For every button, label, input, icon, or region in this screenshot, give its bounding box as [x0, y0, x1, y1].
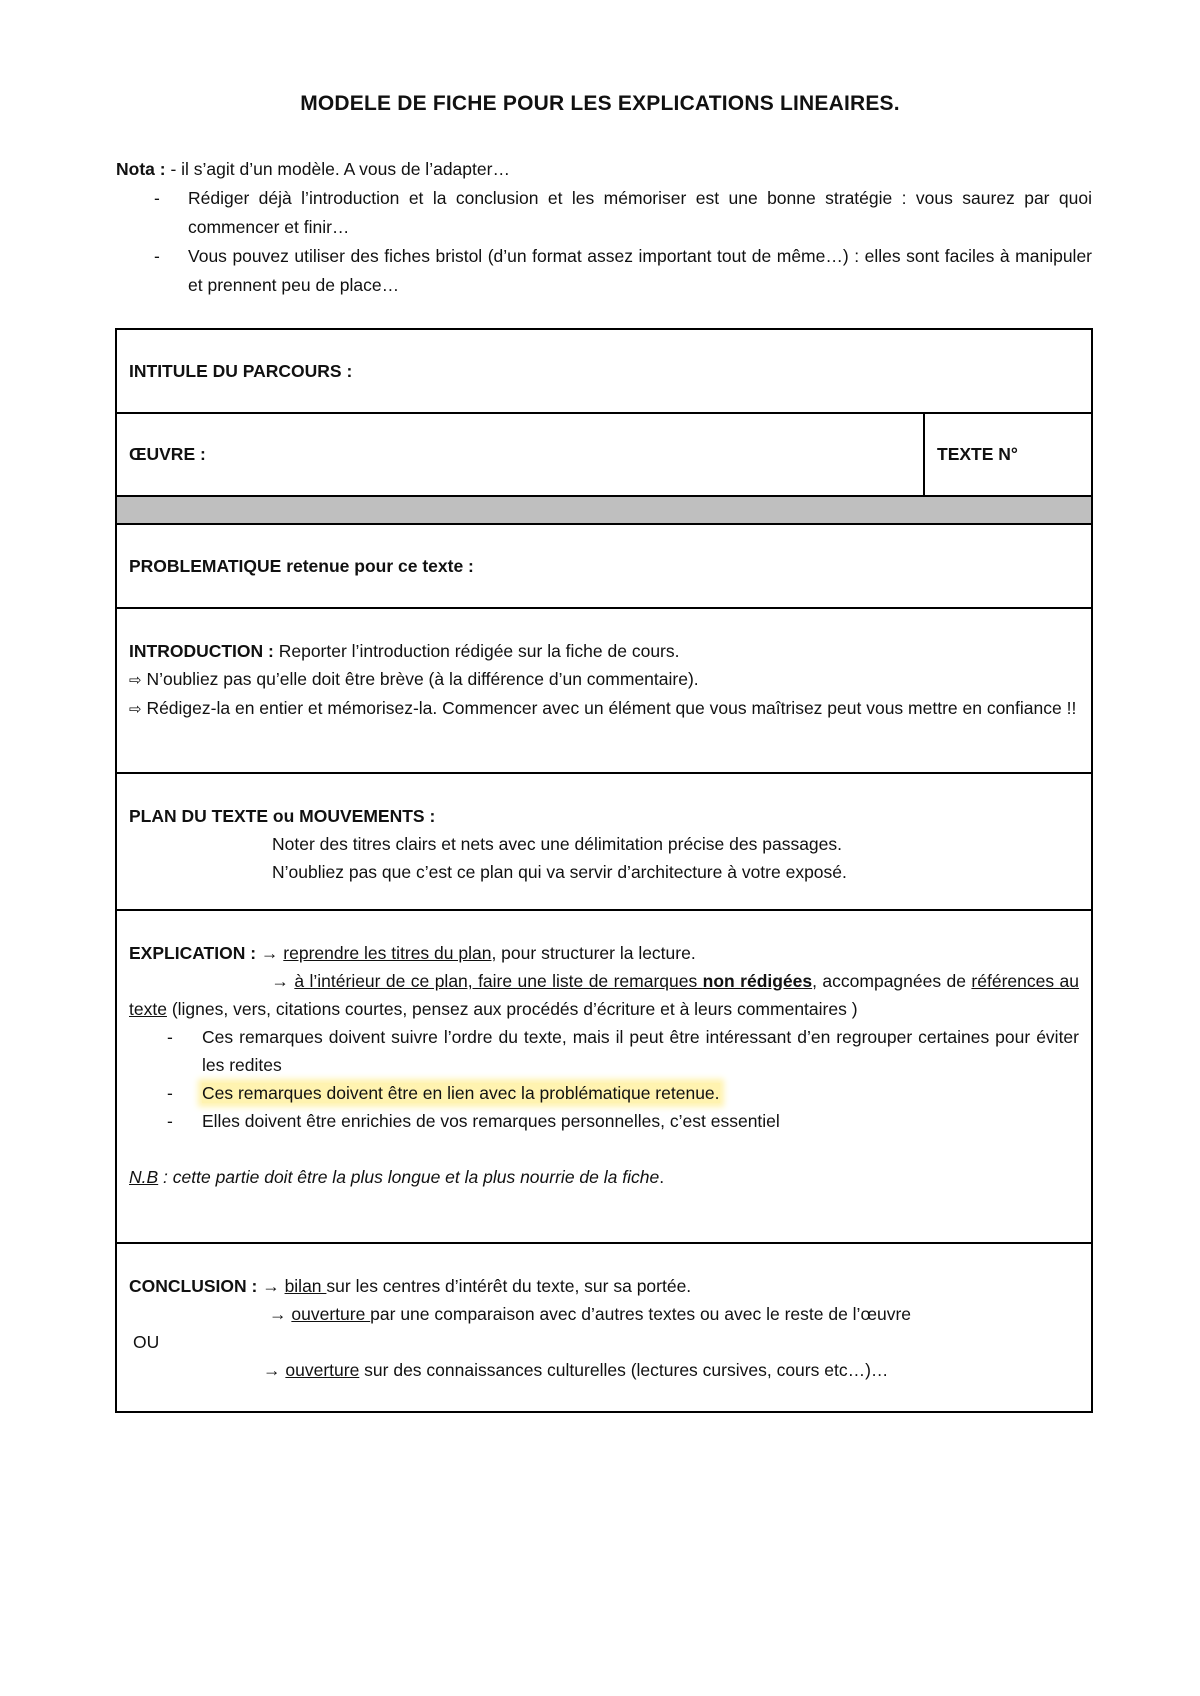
concl-label: CONCLUSION :	[129, 1276, 258, 1296]
plan-label-c: MOUVEMENTS :	[294, 806, 436, 826]
intro-label: INTRODUCTION :	[129, 641, 274, 661]
dash-bullet: -	[154, 246, 160, 266]
row-oeuvre	[117, 414, 1091, 497]
arrow-right-icon: →	[266, 971, 295, 991]
gray-separator	[117, 497, 1091, 525]
expl-text-3: (lignes, vers, citations courtes, pensez aux procédés d’écriture et à leurs commentaires )	[166, 999, 858, 1019]
expl-label: EXPLICATION :	[129, 943, 257, 963]
fiche-table	[115, 328, 1093, 1413]
nota-label: Nota :	[116, 159, 166, 179]
nota-first-line	[116, 155, 1092, 184]
dash-bullet: -	[167, 1027, 173, 1047]
expl-line-1	[129, 939, 1079, 967]
arrow-right-icon: →	[269, 1304, 292, 1324]
plan-line-2: N’oubliez pas que c’est ce plan qui va servir d’architecture à votre exposé.	[272, 862, 847, 882]
oeuvre-label: ŒUVRE :	[117, 414, 925, 495]
row-explication	[117, 911, 1091, 1244]
problematique-label	[117, 556, 486, 577]
arrow-right-icon: →	[263, 1360, 286, 1380]
nota-first-text: - il s’agit d’un modèle. A vous de l’adapter…	[165, 159, 510, 179]
expl-bullet-text: Ces remarques doivent être en lien avec la problématique retenue.	[202, 1083, 720, 1103]
expl-line-2	[129, 967, 1079, 1023]
expl-bullet	[129, 1023, 1079, 1079]
arrow-right-icon: →	[257, 1276, 285, 1296]
texte-number-label: TEXTE N°	[937, 444, 1018, 464]
plan-label-a: PLAN DU TEXTE	[129, 806, 273, 826]
nota-bullet	[116, 242, 1092, 300]
plan-line-1: Noter des titres clairs et nets avec une délimitation précise des passages.	[272, 834, 843, 854]
expl-bullet-text: Elles doivent être enrichies de vos remarques personnelles, c’est essentiel	[202, 1111, 780, 1131]
problematique-bold: PROBLEMATIQUE	[129, 555, 282, 576]
concl-text-1: sur les centres d’intérêt du texte, sur sa portée.	[326, 1276, 692, 1296]
concl-underlined-1: bilan	[284, 1276, 327, 1296]
row-intitule	[117, 330, 1091, 414]
nb-label: N.B	[129, 1167, 159, 1187]
intro-line-3	[129, 694, 1079, 723]
expl-text-2: , accompagnées de	[812, 971, 972, 991]
open-arrow-icon: ⇨	[129, 671, 142, 689]
plan-label-b: ou	[272, 806, 295, 826]
nb-dot: .	[659, 1167, 665, 1187]
row-introduction	[117, 609, 1091, 774]
expl-bullet	[129, 1107, 1079, 1135]
expl-underlined-2: à l’intérieur de ce plan, faire une liste de remarques	[294, 971, 703, 991]
nb-text: : cette partie doit être la plus longue et la plus nourrie de la fiche	[158, 1167, 660, 1187]
concl-ou: OU	[133, 1332, 160, 1352]
nota-section	[116, 155, 1092, 300]
concl-underlined-3: ouverture	[285, 1360, 360, 1380]
intro-text-2: N’oubliez pas qu’elle doit être brève (à la différence d’un commentaire).	[141, 669, 699, 689]
dash-bullet: -	[167, 1083, 173, 1103]
concl-text-3: sur des connaissances culturelles (lectures cursives, cours etc…)…	[359, 1360, 889, 1380]
concl-line-2	[129, 1300, 1079, 1328]
intro-text-3: Rédigez-la en entier et mémorisez-la. Commencer avec un élément que vous maîtrisez peut vous mettre en confiance !!	[141, 698, 1077, 718]
expl-underlined-1: reprendre les titres du plan	[283, 943, 492, 963]
page-title: MODELE DE FICHE POUR LES EXPLICATIONS LINEAIRES.	[300, 92, 900, 115]
arrow-right-icon: →	[256, 943, 284, 963]
dash-bullet: -	[167, 1111, 173, 1131]
concl-line-1	[129, 1272, 1079, 1300]
problematique-rest: retenue pour ce texte :	[281, 555, 474, 576]
concl-underlined-2: ouverture	[291, 1304, 371, 1324]
expl-bullet-highlighted	[129, 1079, 1079, 1107]
open-arrow-icon: ⇨	[129, 700, 142, 718]
expl-underlined-3: références au texte	[129, 971, 1079, 1019]
row-plan	[117, 774, 1091, 911]
dash-bullet: -	[154, 188, 160, 208]
intitule-label: INTITULE DU PARCOURS :	[129, 360, 353, 381]
intro-text: Reporter l’introduction rédigée sur la fiche de cours.	[273, 641, 680, 661]
expl-nb-line	[129, 1163, 1079, 1191]
expl-text-1: , pour structurer la lecture.	[491, 943, 696, 963]
concl-text-2: par une comparaison avec d’autres textes ou avec le reste de l’œuvre	[370, 1304, 912, 1324]
nota-bullet	[116, 184, 1092, 242]
concl-line-3	[129, 1356, 1079, 1384]
row-conclusion	[117, 1244, 1091, 1411]
nota-bullet-text: Vous pouvez utiliser des fiches bristol (d’un format assez important tout de même…) : elles sont faciles à manipuler et prennent peu de place…	[188, 246, 1092, 295]
expl-underlined-bold: non rédigées	[702, 971, 813, 991]
intro-line-1	[129, 637, 1079, 665]
plan-label	[129, 802, 1079, 830]
intro-line-2	[129, 665, 1079, 694]
row-problematique	[117, 525, 1091, 609]
spacer	[129, 1135, 1079, 1163]
expl-bullet-text: Ces remarques doivent suivre l’ordre du texte, mais il peut être intéressant d’en regrouper certaines pour éviter les redites	[202, 1027, 1079, 1075]
nota-bullet-text: Rédiger déjà l’introduction et la conclusion et les mémoriser est une bonne stratégie : vous saurez par quoi commencer et finir…	[188, 188, 1092, 237]
